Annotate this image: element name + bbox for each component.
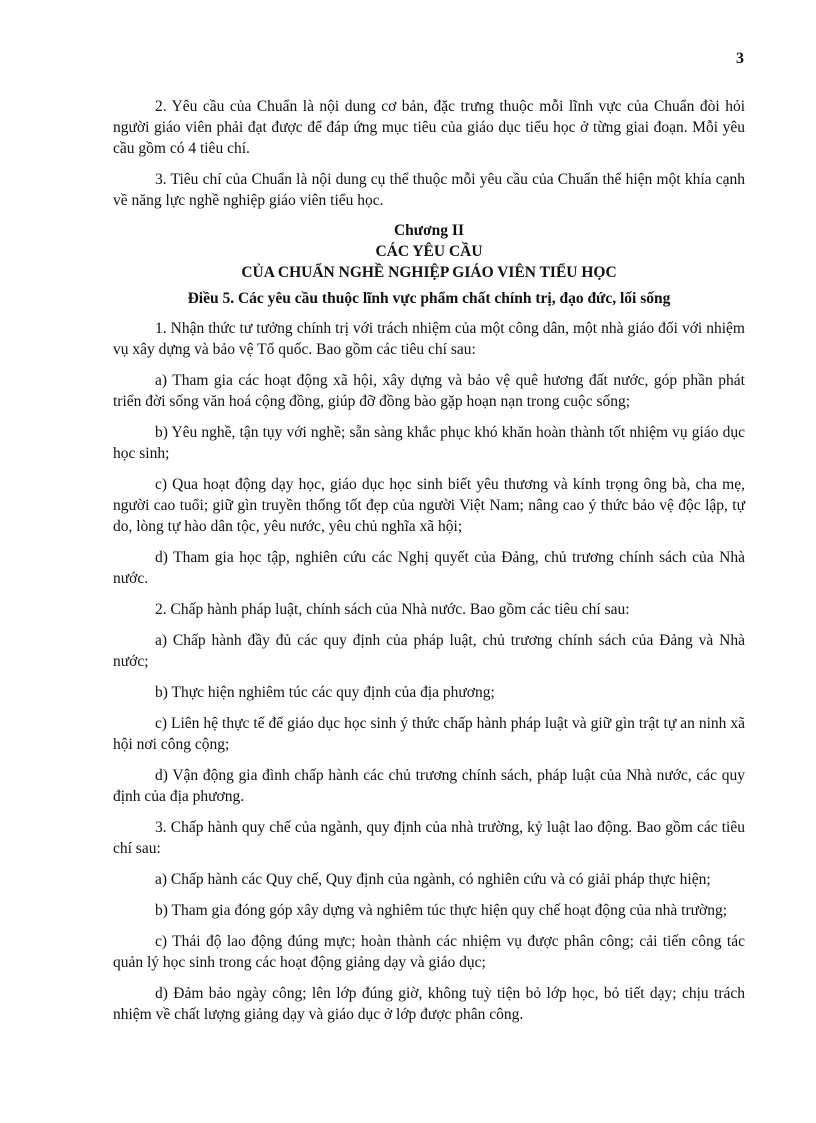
chapter-label: Chương II	[393, 222, 464, 239]
article-paragraph: b) Yêu nghề, tận tụy với nghề; sẵn sàng khắc phục khó khăn hoàn thành tốt nhiệm vụ giáo dục học sinh;	[113, 424, 745, 462]
article-paragraph: d) Tham gia học tập, nghiên cứu các Nghị quyết của Đảng, chủ trương chính sách của Nhà nước.	[113, 549, 745, 587]
article-paragraph: d) Đảm bảo ngày công; lên lớp đúng giờ, không tuỳ tiện bỏ lớp học, bỏ tiết dạy; chịu trách nhiệm về chất lượng giảng dạy và giáo dục ở lớp được phân công.	[113, 985, 745, 1023]
article-paragraph: c) Qua hoạt động dạy học, giáo dục học sinh biết yêu thương và kính trọng ông bà, cha mẹ, người cao tuổi; giữ gìn truyền thống tốt đẹp của người Việt Nam; nâng cao ý thức bảo vệ độc lập, tự do, lòng tự hào dân tộc, yêu nước, yêu chủ nghĩa xã hội;	[113, 476, 745, 535]
article-heading: Điều 5. Các yêu cầu thuộc lĩnh vực phẩm chất chính trị, đạo đức, lối sống	[187, 290, 671, 307]
article-paragraph: 3. Chấp hành quy chế của ngành, quy định của nhà trường, kỷ luật lao động. Bao gồm các tiêu chí sau:	[113, 819, 745, 857]
chapter-title-line-2: CỦA CHUẨN NGHỀ NGHIỆP GIÁO VIÊN TIỂU HỌC	[241, 264, 617, 281]
article-paragraph: 1. Nhận thức tư tưởng chính trị với trách nhiệm của một công dân, một nhà giáo đối với nhiệm vụ xây dựng và bảo vệ Tổ quốc. Bao gồm các tiêu chí sau:	[113, 320, 745, 358]
article-paragraph: c) Thái độ lao động đúng mực; hoàn thành các nhiệm vụ được phân công; cải tiến công tác quản lý học sinh trong các hoạt động giảng dạy và giáo dục;	[113, 933, 745, 971]
article-paragraph: a) Chấp hành đầy đủ các quy định của pháp luật, chủ trương chính sách của Đảng và Nhà nước;	[113, 632, 745, 670]
article-paragraph: 2. Chấp hành pháp luật, chính sách của Nhà nước. Bao gồm các tiêu chí sau:	[155, 601, 630, 618]
chapter-title-line-1: CÁC YÊU CẦU	[375, 243, 483, 260]
intro-paragraph-3: 3. Tiêu chí của Chuẩn là nội dung cụ thể thuộc mỗi yêu cầu của Chuẩn thể hiện một khía cạnh về năng lực nghề nghiệp giáo viên tiểu học.	[113, 171, 745, 209]
article-paragraph: c) Liên hệ thực tế để giáo dục học sinh ý thức chấp hành pháp luật và giữ gìn trật tự an ninh xã hội nơi công cộng;	[113, 715, 745, 753]
article-paragraph: a) Tham gia các hoạt động xã hội, xây dựng và bảo vệ quê hương đất nước, góp phần phát triển đời sống văn hoá cộng đồng, giúp đỡ đồng bào gặp hoạn nạn trong cuộc sống;	[113, 372, 745, 410]
article-paragraph: b) Thực hiện nghiêm túc các quy định của địa phương;	[155, 684, 495, 701]
document-body	[113, 96, 745, 1035]
article-paragraph: a) Chấp hành các Quy chế, Quy định của ngành, có nghiên cứu và có giải pháp thực hiện;	[155, 871, 711, 888]
chapter-heading	[113, 221, 745, 283]
article-paragraph: d) Vận động gia đình chấp hành các chủ trương chính sách, pháp luật của Nhà nước, các quy định của địa phương.	[113, 767, 745, 805]
article-paragraph: b) Tham gia đóng góp xây dựng và nghiêm túc thực hiện quy chế hoạt động của nhà trường;	[155, 902, 728, 919]
intro-paragraph-2: 2. Yêu cầu của Chuẩn là nội dung cơ bản, đặc trưng thuộc mỗi lĩnh vực của Chuẩn đòi hỏi người giáo viên phải đạt được để đáp ứng mục tiêu của giáo dục tiểu học ở từng giai đoạn. Mỗi yêu cầu gồm có 4 tiêu chí.	[113, 98, 745, 157]
page-number: 3	[736, 50, 744, 67]
